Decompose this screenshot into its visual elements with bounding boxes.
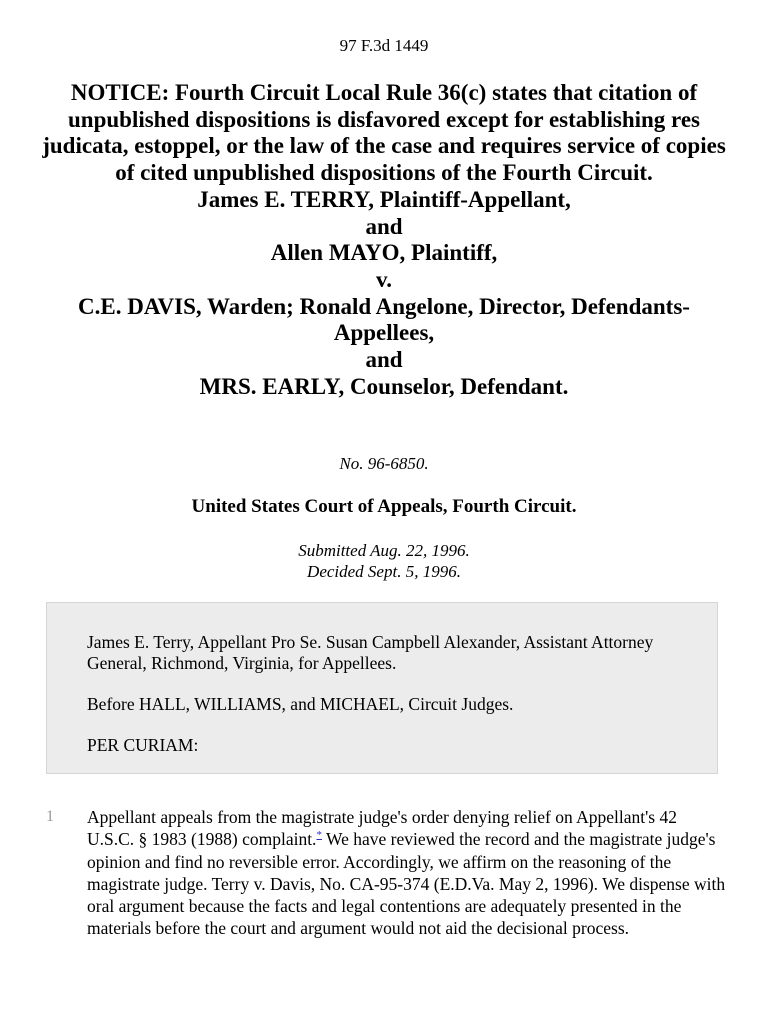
defendants-appellees: C.E. DAVIS, Warden; Ronald Angelone, Director, Defendants-Appellees, [78,293,690,346]
case-citation: 97 F.3d 1449 [339,36,429,55]
plaintiff-appellant: James E. TERRY, Plaintiff-Appellant, [197,186,571,212]
conjunction-and: and [365,213,403,239]
case-info-box [46,602,718,774]
case-heading [40,80,728,400]
submitted-date: Submitted Aug. 22, 1996. [298,541,470,560]
judges-text: Before HALL, WILLIAMS, and MICHAEL, Circuit Judges. [87,694,514,714]
paragraph-text [87,806,727,940]
plaintiff: Allen MAYO, Plaintiff, [270,240,498,266]
text-before-footnote: Appellant appeals from the magistrate judge's order denying relief on Appellant's 42 U.S.C. § 1983 (1988) complaint. [87,807,677,850]
footnote-link[interactable]: * [316,829,322,842]
case-dates [0,540,768,582]
paragraph-number: 1 [46,808,54,825]
text-after-footnote: We have reviewed the record and the magistrate judge's opinion and find no reversible error. Accordingly, we affirm on the reasoning of the magistrate judge. Terry v. Davis, No. CA-95-374 (E.D.Va. May 2, 1996). We dispense with oral argument because the facts and legal contentions are adequately presented in the materials before the court and argument would not aid the decisional process. [87,829,726,939]
defendant: MRS. EARLY, Counselor, Defendant. [199,373,569,399]
decided-date: Decided Sept. 5, 1996. [307,562,461,581]
notice-text: NOTICE: Fourth Circuit Local Rule 36(c) states that citation of unpublished dispositions is disfavored except for establishing res judicata, estoppel, or the law of the case and requires service of copies of cited unpublished dispositions of the Fourth Circuit. [42,80,726,186]
per-curiam: PER CURIAM: [87,735,199,755]
docket-number: No. 96-6850. [339,454,429,473]
conjunction-and: and [365,347,403,373]
versus: v. [376,266,392,292]
court-name: United States Court of Appeals, Fourth Circuit. [191,496,577,517]
counsel-text: James E. Terry, Appellant Pro Se. Susan Campbell Alexander, Assistant Attorney General, Richmond, Virginia, for Appellees. [87,632,654,673]
